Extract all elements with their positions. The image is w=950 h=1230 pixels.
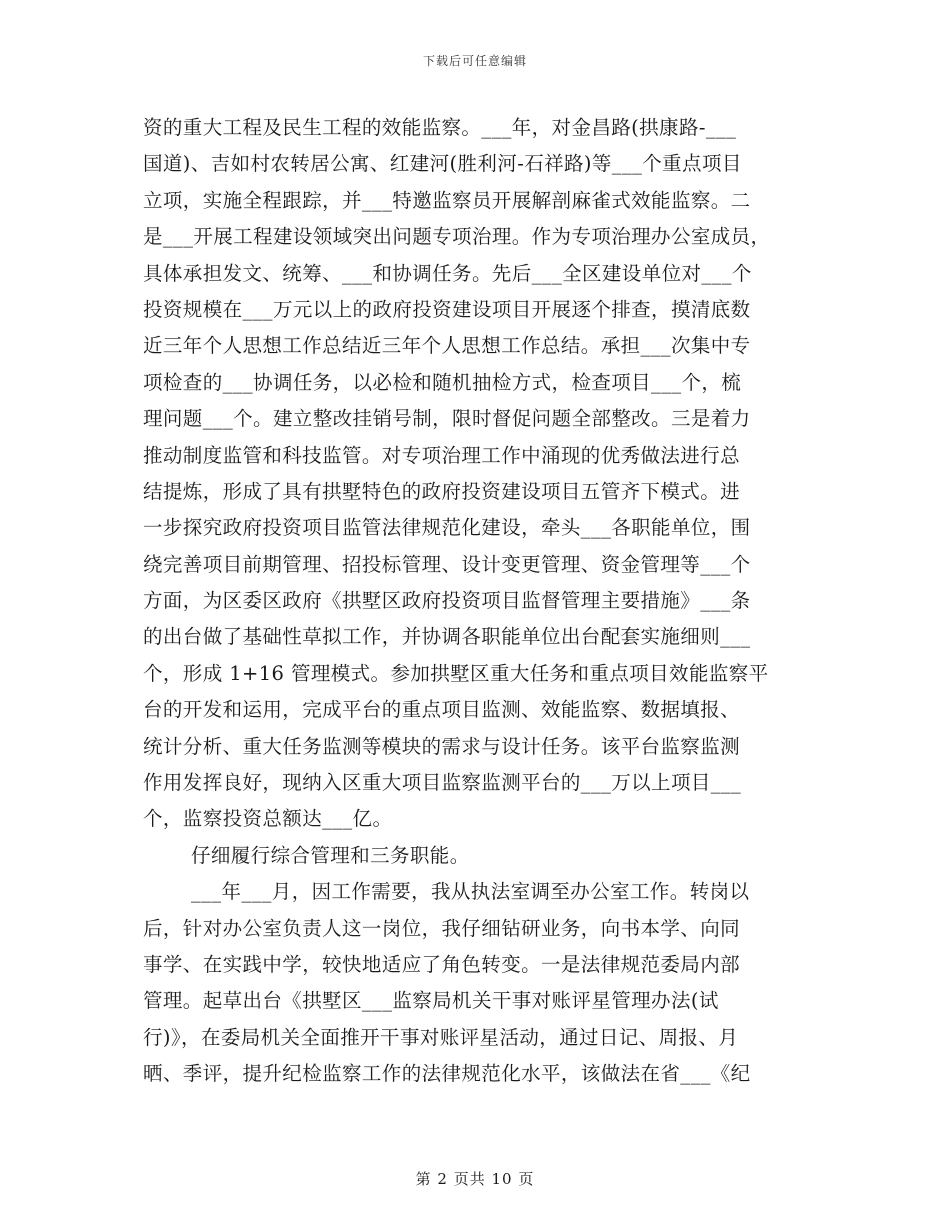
text-line: 立项，实施全程跟踪，并___特邀监察员开展解剖麻雀式效能监察。二 xyxy=(143,188,751,212)
text-line: 国道)、吉如村农转居公寓、红建河(胜利河-石祥路)等___个重点项目 xyxy=(143,152,742,176)
text-line: 投资规模在___万元以上的政府投资建设项目开展逐个排查，摸清底数 xyxy=(143,297,751,321)
text-line: 近三年个人思想工作总结近三年个人思想工作总结。承担___次集中专 xyxy=(143,334,751,358)
text-line: 事学、在实践中学，较快地适应了角色转变。一是法律规范委局内部 xyxy=(143,952,741,976)
text-line: 项检查的___协调任务，以必检和随机抽检方式，检查项目___个，梳 xyxy=(143,370,742,394)
text-line: 台的开发和运用，完成平台的重点项目监测、效能监察、数据填报、 xyxy=(143,698,741,722)
text-line: 行)》，在委局机关全面推开干事对账评星活动，通过日记、周报、月 xyxy=(143,1025,739,1049)
text-line: 是___开展工程建设领域突出问题专项治理。作为专项治理办公室成员， xyxy=(143,225,771,249)
text-line: 推动制度监管和科技监管。对专项治理工作中涌现的优秀做法进行总 xyxy=(143,443,741,467)
text-line: 个，监察投资总额达___亿。 xyxy=(143,807,393,831)
text-line: 个，形成 1+16 管理模式。参加拱墅区重大任务和重点项目效能监察平 xyxy=(143,661,769,685)
text-line: 统计分析、重大任务监测等模块的需求与设计任务。该平台监察监测 xyxy=(143,734,741,758)
text-line: 管理。起草出台《拱墅区___监察局机关干事对账评星管理办法(试 xyxy=(143,989,719,1013)
text-line: 晒、季评，提升纪检监察工作的法律规范化水平，该做法在省___《纪 xyxy=(143,1062,751,1086)
text-line: 方面，为区委区政府《拱墅区政府投资项目监督管理主要措施》___条 xyxy=(143,589,751,613)
text-line: 具体承担发文、统筹、___和协调任务。先后___全区建设单位对___个 xyxy=(143,261,752,285)
section-heading-line: 仔细履行综合管理和三务职能。 xyxy=(191,843,470,867)
text-line: 的出台做了基础性草拟工作，并协调各职能单位出台配套实施细则___ xyxy=(143,625,751,649)
text-line: 理问题___个。建立整改挂销号制，限时督促问题全部整改。三是着力 xyxy=(143,407,751,431)
text-line: 后，针对办公室负责人这一岗位，我仔细钻研业务，向书本学、向同 xyxy=(143,916,741,940)
text-line: 作用发挥良好，现纳入区重大项目监察监测平台的___万以上项目___ xyxy=(143,771,742,795)
text-line: 资的重大工程及民生工程的效能监察。___年，对金昌路(拱康路-___ xyxy=(143,116,737,139)
text-line: 结提炼，形成了具有拱墅特色的政府投资建设项目五管齐下模式。进 xyxy=(143,479,741,503)
page-number: 第 2 页共 10 页 xyxy=(415,1170,535,1188)
page-header-note: 下载后可任意编辑 xyxy=(422,54,527,68)
text-line: 一步探究政府投资项目监管法律规范化建设，牵头___各职能单位，围 xyxy=(143,516,751,540)
document-body xyxy=(143,110,815,1093)
text-line: 绕完善项目前期管理、招投标管理、设计变更管理、资金管理等___个 xyxy=(143,552,751,576)
paragraph-start-line: ___年___月，因工作需要，我从执法室调至办公室工作。转岗以 xyxy=(191,880,750,904)
